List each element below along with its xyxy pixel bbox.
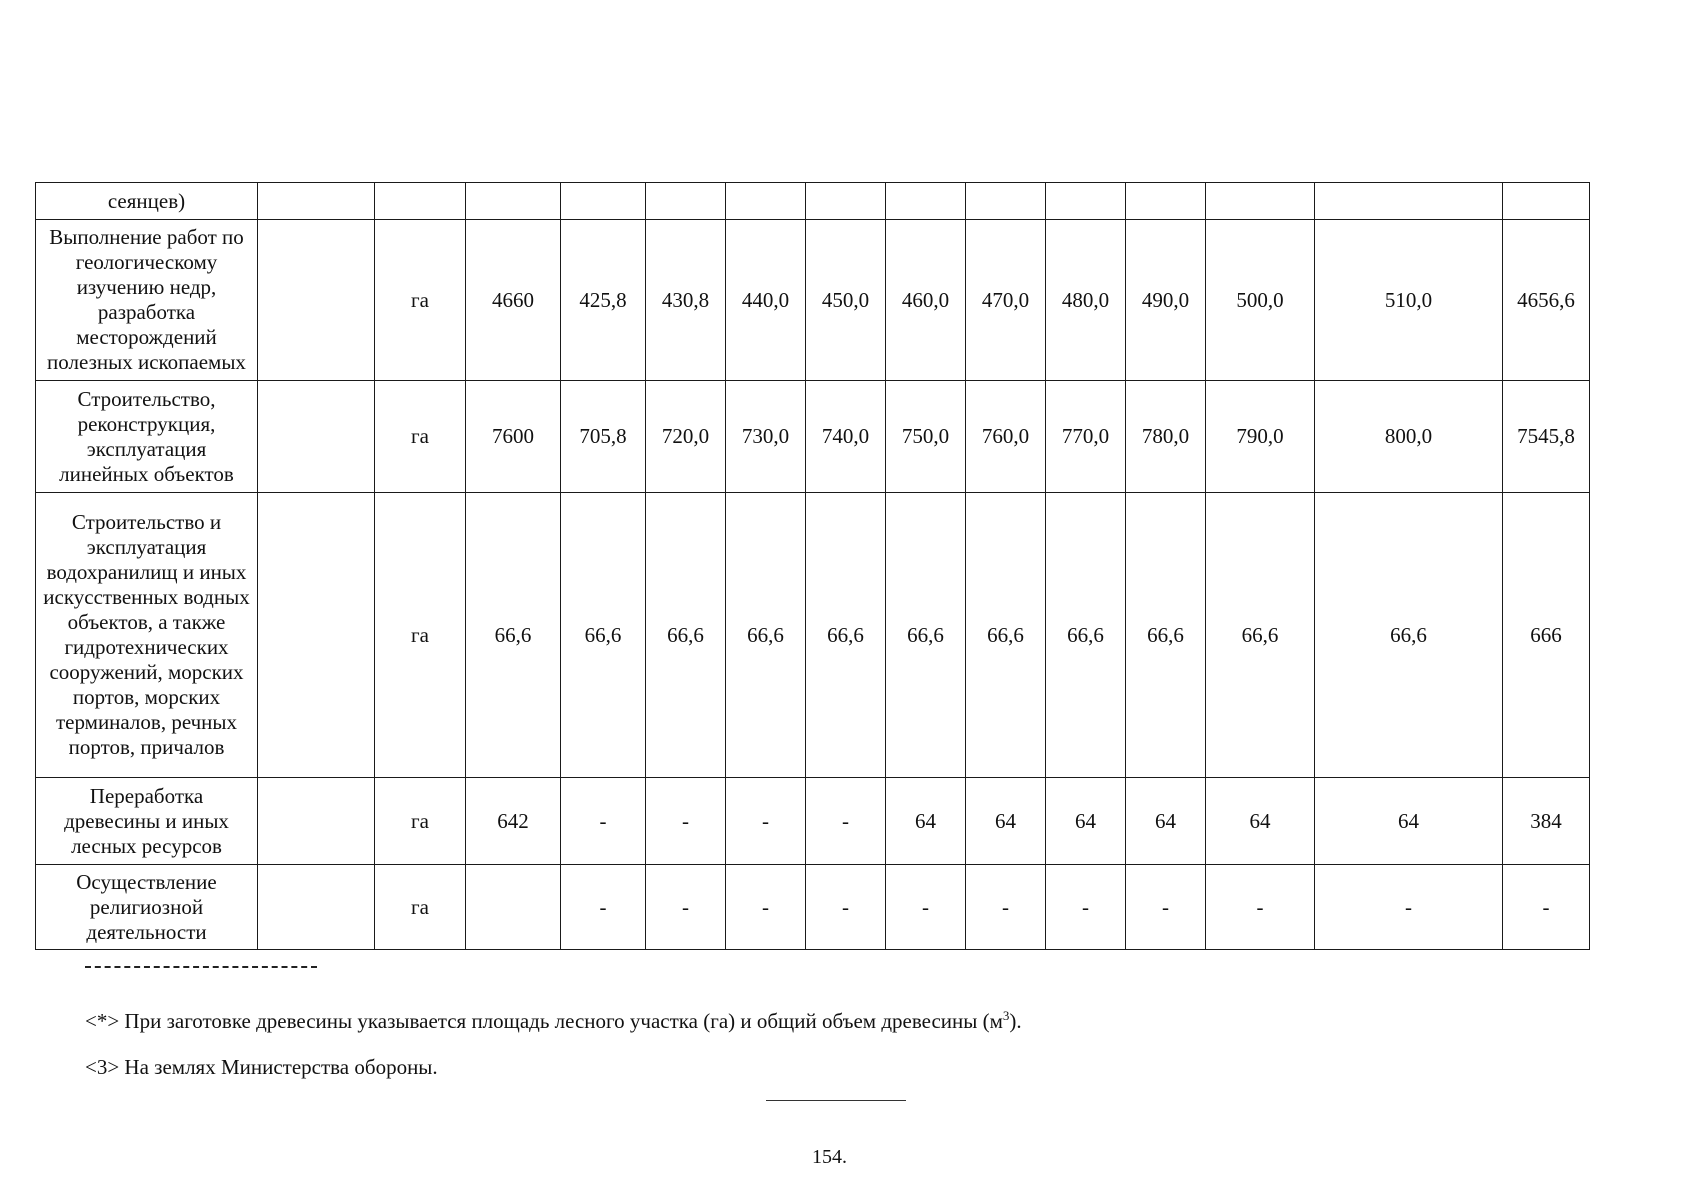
value-cell: - — [886, 865, 966, 950]
unit-cell: га — [375, 381, 466, 493]
value-cell: - — [561, 778, 646, 865]
table-body — [36, 183, 1590, 950]
empty-cell — [258, 381, 375, 493]
unit-cell: га — [375, 865, 466, 950]
total-cell — [466, 183, 561, 220]
value-cell: - — [806, 865, 886, 950]
footnote-harvest-end: ). — [1009, 1009, 1022, 1033]
value-cell: 66,6 — [726, 493, 806, 778]
value-cell: - — [1126, 865, 1206, 950]
value-cell — [1046, 183, 1126, 220]
value-cell — [1315, 183, 1503, 220]
value-cell: 790,0 — [1206, 381, 1315, 493]
row-name-cell: Осуществление религиозной деятельности — [36, 865, 258, 950]
value-cell: 500,0 — [1206, 220, 1315, 381]
value-cell — [1503, 183, 1590, 220]
value-cell: 750,0 — [886, 381, 966, 493]
empty-cell — [258, 493, 375, 778]
value-cell: 730,0 — [726, 381, 806, 493]
table-row — [36, 183, 1590, 220]
value-cell: 470,0 — [966, 220, 1046, 381]
value-cell: 66,6 — [886, 493, 966, 778]
value-cell: 64 — [886, 778, 966, 865]
footnote-harvest — [85, 1008, 1022, 1034]
value-cell: 425,8 — [561, 220, 646, 381]
value-cell: 760,0 — [966, 381, 1046, 493]
value-cell: 384 — [1503, 778, 1590, 865]
value-cell: - — [726, 778, 806, 865]
value-cell: 66,6 — [1046, 493, 1126, 778]
row-name-cell: Строительство, реконструкция, эксплуатация линейных объектов — [36, 381, 258, 493]
footnote-harvest-text: <*> При заготовке древесины указывается площадь лесного участка (га) и общий объем древесины (м — [85, 1009, 1003, 1033]
value-cell: 4656,6 — [1503, 220, 1590, 381]
empty-cell — [258, 865, 375, 950]
value-cell: - — [561, 865, 646, 950]
value-cell: - — [1315, 865, 1503, 950]
value-cell: 770,0 — [1046, 381, 1126, 493]
value-cell: 705,8 — [561, 381, 646, 493]
total-cell: 7600 — [466, 381, 561, 493]
empty-cell — [258, 183, 375, 220]
value-cell: - — [806, 778, 886, 865]
value-cell — [1126, 183, 1206, 220]
empty-cell — [258, 778, 375, 865]
value-cell: - — [646, 865, 726, 950]
end-line — [766, 1100, 906, 1101]
value-cell: 66,6 — [1315, 493, 1503, 778]
value-cell: 66,6 — [1126, 493, 1206, 778]
value-cell: 66,6 — [646, 493, 726, 778]
table-row — [36, 865, 1590, 950]
value-cell: 430,8 — [646, 220, 726, 381]
table-row — [36, 220, 1590, 381]
value-cell — [886, 183, 966, 220]
table-row — [36, 493, 1590, 778]
footnote-defense-lands: <3> На землях Министерства обороны. — [85, 1055, 438, 1079]
value-cell: 740,0 — [806, 381, 886, 493]
value-cell: 64 — [1126, 778, 1206, 865]
value-cell: 64 — [1315, 778, 1503, 865]
row-name-cell: Строительство и эксплуатация водохранилищ и иных искусственных водных объектов, а также гидротехнических сооружений, морских портов, морских терминалов, речных портов, причалов — [36, 493, 258, 778]
value-cell: 66,6 — [561, 493, 646, 778]
value-cell: 720,0 — [646, 381, 726, 493]
value-cell: 7545,8 — [1503, 381, 1590, 493]
value-cell — [806, 183, 886, 220]
value-cell: 450,0 — [806, 220, 886, 381]
value-cell: 440,0 — [726, 220, 806, 381]
total-cell: 4660 — [466, 220, 561, 381]
value-cell: - — [1206, 865, 1315, 950]
value-cell: 66,6 — [1206, 493, 1315, 778]
table-row — [36, 778, 1590, 865]
value-cell: 800,0 — [1315, 381, 1503, 493]
value-cell — [726, 183, 806, 220]
total-cell: 642 — [466, 778, 561, 865]
footnote-harvest-superscript: 3 — [1002, 1008, 1010, 1023]
unit-cell: га — [375, 493, 466, 778]
value-cell: 66,6 — [966, 493, 1046, 778]
value-cell: - — [1503, 865, 1590, 950]
value-cell — [966, 183, 1046, 220]
footnote-separator — [85, 966, 317, 968]
table-row — [36, 381, 1590, 493]
unit-cell — [375, 183, 466, 220]
data-table — [35, 182, 1590, 950]
value-cell: 64 — [1046, 778, 1126, 865]
empty-cell — [258, 220, 375, 381]
value-cell — [646, 183, 726, 220]
row-name-cell: Переработка древесины и иных лесных ресурсов — [36, 778, 258, 865]
value-cell: - — [726, 865, 806, 950]
value-cell: 66,6 — [806, 493, 886, 778]
value-cell: 480,0 — [1046, 220, 1126, 381]
value-cell: 490,0 — [1126, 220, 1206, 381]
value-cell: 666 — [1503, 493, 1590, 778]
value-cell: - — [646, 778, 726, 865]
total-cell: 66,6 — [466, 493, 561, 778]
value-cell: 460,0 — [886, 220, 966, 381]
unit-cell: га — [375, 220, 466, 381]
value-cell — [561, 183, 646, 220]
value-cell: 780,0 — [1126, 381, 1206, 493]
value-cell: - — [966, 865, 1046, 950]
row-name-cell: сеянцев) — [36, 183, 258, 220]
value-cell: 64 — [1206, 778, 1315, 865]
value-cell: 64 — [966, 778, 1046, 865]
value-cell: - — [1046, 865, 1126, 950]
row-name-cell: Выполнение работ по геологическому изучению недр, разработка месторождений полезных ископаемых — [36, 220, 258, 381]
value-cell — [1206, 183, 1315, 220]
value-cell: 510,0 — [1315, 220, 1503, 381]
unit-cell: га — [375, 778, 466, 865]
total-cell — [466, 865, 561, 950]
page-number: 154. — [812, 1146, 847, 1168]
